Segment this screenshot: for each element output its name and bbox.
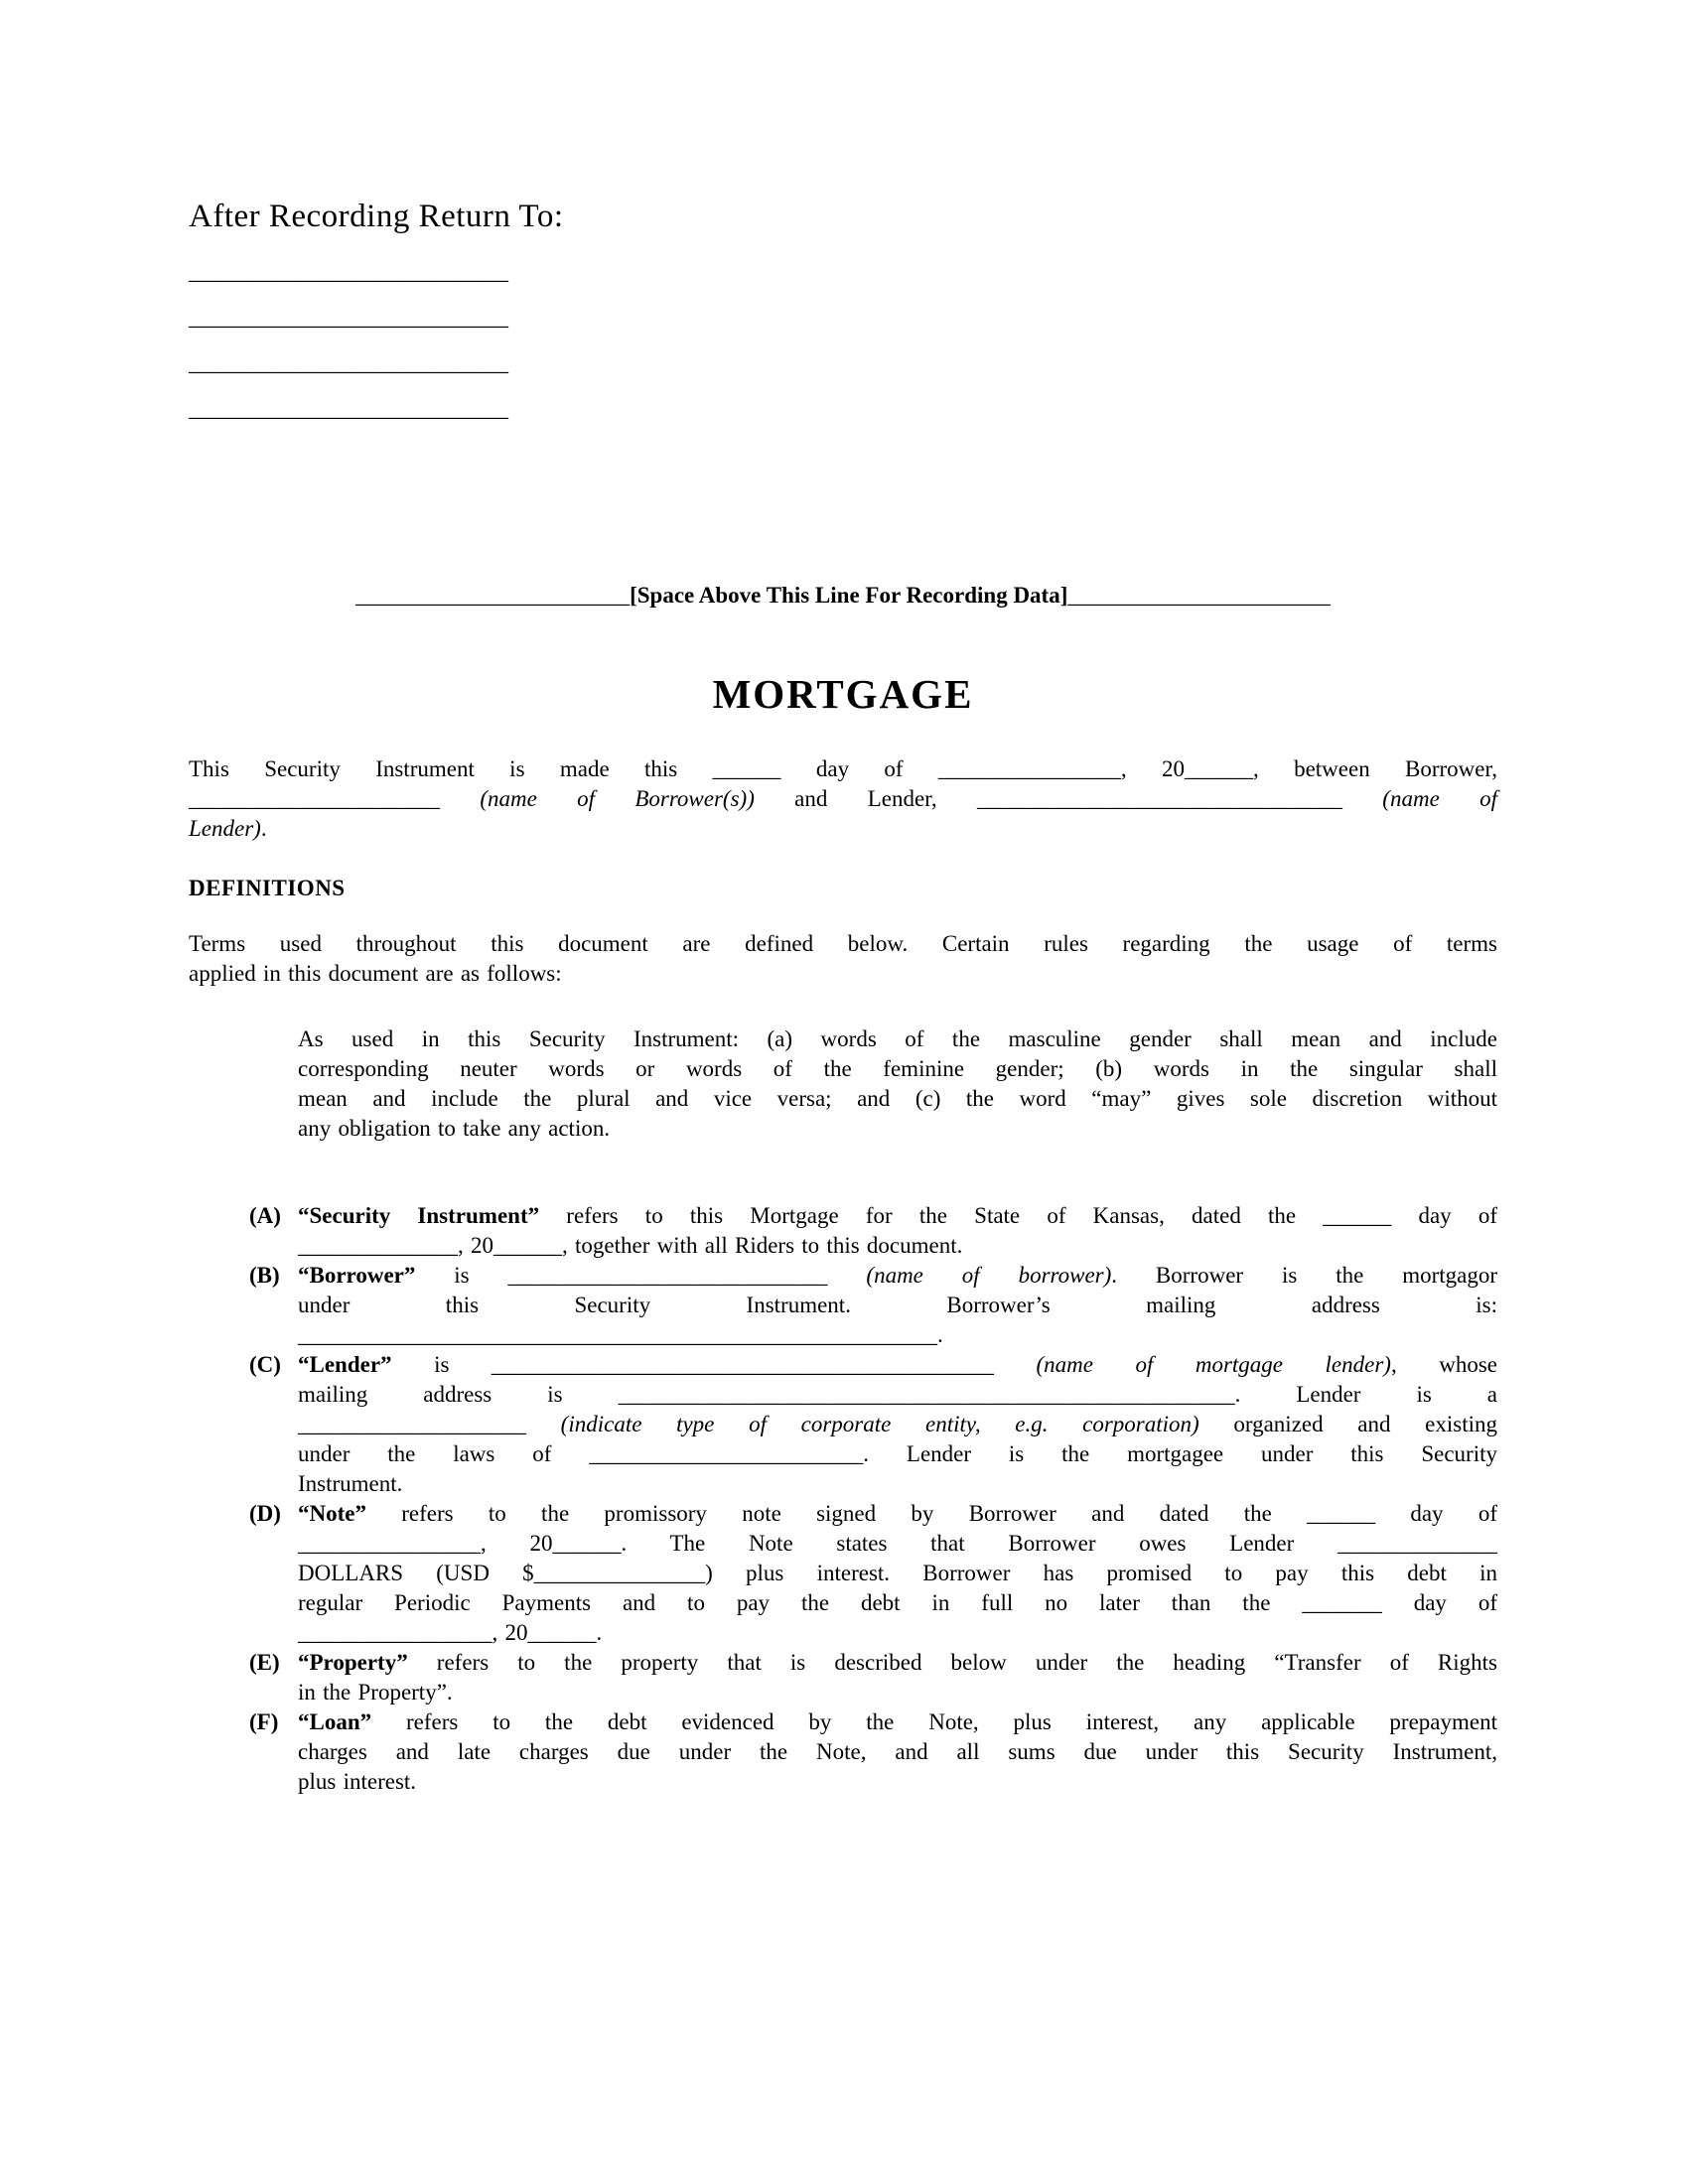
usage-line-3: mean and include the plural and vice versa; and (c) the word “may” gives sole discretion without [298, 1086, 1497, 1111]
item-c-text-2: organized and existing [1198, 1412, 1497, 1436]
borrower-name-blank[interactable]: ______________________ [189, 786, 481, 811]
after-recording-label: After Recording Return To: [189, 199, 564, 234]
definition-term-lender: “Lender” [298, 1352, 392, 1377]
recording-band-left-blank[interactable]: ________________________ [355, 583, 631, 608]
definition-label-a: (A) [249, 1203, 281, 1228]
definition-term-property: “Property” [298, 1650, 408, 1675]
item-c-line-2: mailing address is ______________________________________________________. Lender is a [298, 1382, 1497, 1407]
definition-item-lender [189, 1350, 1497, 1499]
name-of-mortgage-lender-note: (name of mortgage lender) [1036, 1352, 1391, 1377]
definition-item-loan [189, 1707, 1497, 1797]
definition-label-f: (F) [249, 1709, 279, 1734]
return-address-blanks [189, 249, 1497, 432]
item-e-text-1: refers to the property that is described below under the heading “Transfer of Rights [407, 1650, 1497, 1675]
definitions-intro-paragraph [189, 929, 1497, 989]
item-c-line-4: under the laws of ________________________. Lender is the mortgagee under this Security [298, 1441, 1497, 1466]
usage-line-1: As used in this Security Instrument: (a) words of the masculine gender shall mean and include [298, 1026, 1497, 1051]
item-e-line-2: in the Property”. [298, 1680, 453, 1705]
item-e-line-1 [298, 1648, 1497, 1678]
item-c-line-3 [298, 1410, 1497, 1439]
item-a-line-2: ______________, 20______, together with all Riders to this document. [298, 1233, 963, 1258]
item-f-line-2: charges and late charges due under the Note, and all sums due under this Security Instrument, [298, 1739, 1497, 1764]
item-c-line-5: Instrument. [298, 1471, 403, 1496]
intro-line-1: This Security Instrument is made this ______ day of ________________, 20______, between Borrower, [189, 756, 1497, 781]
intro-line-2 [189, 784, 1497, 814]
item-a-line-1 [298, 1201, 1497, 1231]
usage-line-2: corresponding neuter words or words of the feminine gender; (b) words in the singular shall [298, 1056, 1497, 1081]
intro-period: . [260, 816, 267, 841]
return-address-line-2[interactable]: ____________________________ [189, 305, 508, 330]
lender-name-note-part2: Lender) [189, 816, 261, 841]
usage-rules-paragraph [298, 1024, 1497, 1144]
item-d-line-2: ________________, 20______. The Note states that Borrower owes Lender ______________ [298, 1531, 1497, 1556]
item-f-line-1 [298, 1707, 1497, 1737]
definition-term-note: “Note” [298, 1501, 366, 1526]
item-d-text-1: refers to the promissory note signed by Borrower and dated the ______ day of [365, 1501, 1497, 1526]
item-d-line-3: DOLLARS (USD $_______________) plus interest. Borrower has promised to pay this debt in [298, 1561, 1497, 1585]
name-of-borrower-note: (name of borrower) [866, 1263, 1112, 1288]
definition-label-e: (E) [249, 1650, 280, 1675]
definition-item-security-instrument [189, 1201, 1497, 1261]
definitions-list [189, 1201, 1497, 1797]
definition-item-borrower [189, 1261, 1497, 1350]
item-b-line-1 [298, 1261, 1497, 1291]
item-a-text-1: refers to this Mortgage for the State of Kansas, dated the ______ day of [539, 1203, 1497, 1228]
definition-term-security-instrument: “Security Instrument” [298, 1203, 540, 1228]
definitions-intro-line-1: Terms used throughout this document are defined below. Certain rules regarding the usage of terms [189, 931, 1497, 956]
definitions-heading: DEFINITIONS [189, 876, 346, 900]
usage-line-4: any obligation to take any action. [298, 1116, 611, 1141]
item-c-text-1: , whose [1390, 1352, 1497, 1377]
definition-item-note [189, 1499, 1497, 1648]
lender-is-blank[interactable]: is ____________________________________________ [391, 1352, 1037, 1377]
return-address-line-3[interactable]: ____________________________ [189, 350, 508, 375]
item-b-line-2: under this Security Instrument. Borrower’s mailing address is: [298, 1293, 1497, 1317]
definition-item-property [189, 1648, 1497, 1707]
entity-type-note: (indicate type of corporate entity, e.g. corporation) [560, 1412, 1199, 1436]
intro-paragraph [189, 754, 1497, 844]
return-address-line-1[interactable]: ____________________________ [189, 259, 508, 284]
definitions-intro-line-2: applied in this document are as follows: [189, 961, 562, 986]
borrower-name-note: (name of Borrower(s)) [480, 786, 755, 811]
item-d-line-5: _________________, 20______. [298, 1620, 603, 1645]
borrower-is-blank[interactable]: is ____________________________ [415, 1263, 867, 1288]
item-d-line-4: regular Periodic Payments and to pay the debt in full no later than the _______ day of [298, 1590, 1497, 1615]
recording-band-right-blank[interactable]: _______________________ [1067, 583, 1331, 608]
borrower-mailing-address-blank[interactable]: ________________________________________________________. [298, 1322, 943, 1347]
lender-name-note-part1: (name of [1382, 786, 1497, 811]
recording-band-label: [Space Above This Line For Recording Data] [630, 583, 1068, 608]
item-c-line-1 [298, 1350, 1497, 1380]
entity-type-blank[interactable]: ____________________ [298, 1412, 561, 1436]
return-address-line-4[interactable]: ____________________________ [189, 396, 508, 421]
definition-label-b: (B) [249, 1263, 280, 1288]
item-b-text-1: . Borrower is the mortgagor [1111, 1263, 1497, 1288]
definition-label-c: (C) [249, 1352, 281, 1377]
intro-line-3 [189, 814, 1497, 844]
item-f-text-1: refers to the debt evidenced by the Note, plus interest, any applicable prepayment [371, 1709, 1497, 1734]
document-title: MORTGAGE [712, 671, 974, 717]
definition-label-d: (D) [249, 1501, 281, 1526]
definition-term-loan: “Loan” [298, 1709, 372, 1734]
item-f-line-3: plus interest. [298, 1769, 417, 1794]
recording-data-band [189, 581, 1497, 611]
definition-term-borrower: “Borrower” [298, 1263, 416, 1288]
item-d-line-1 [298, 1499, 1497, 1529]
lender-name-blank[interactable]: and Lender, ________________________________ [754, 786, 1383, 811]
